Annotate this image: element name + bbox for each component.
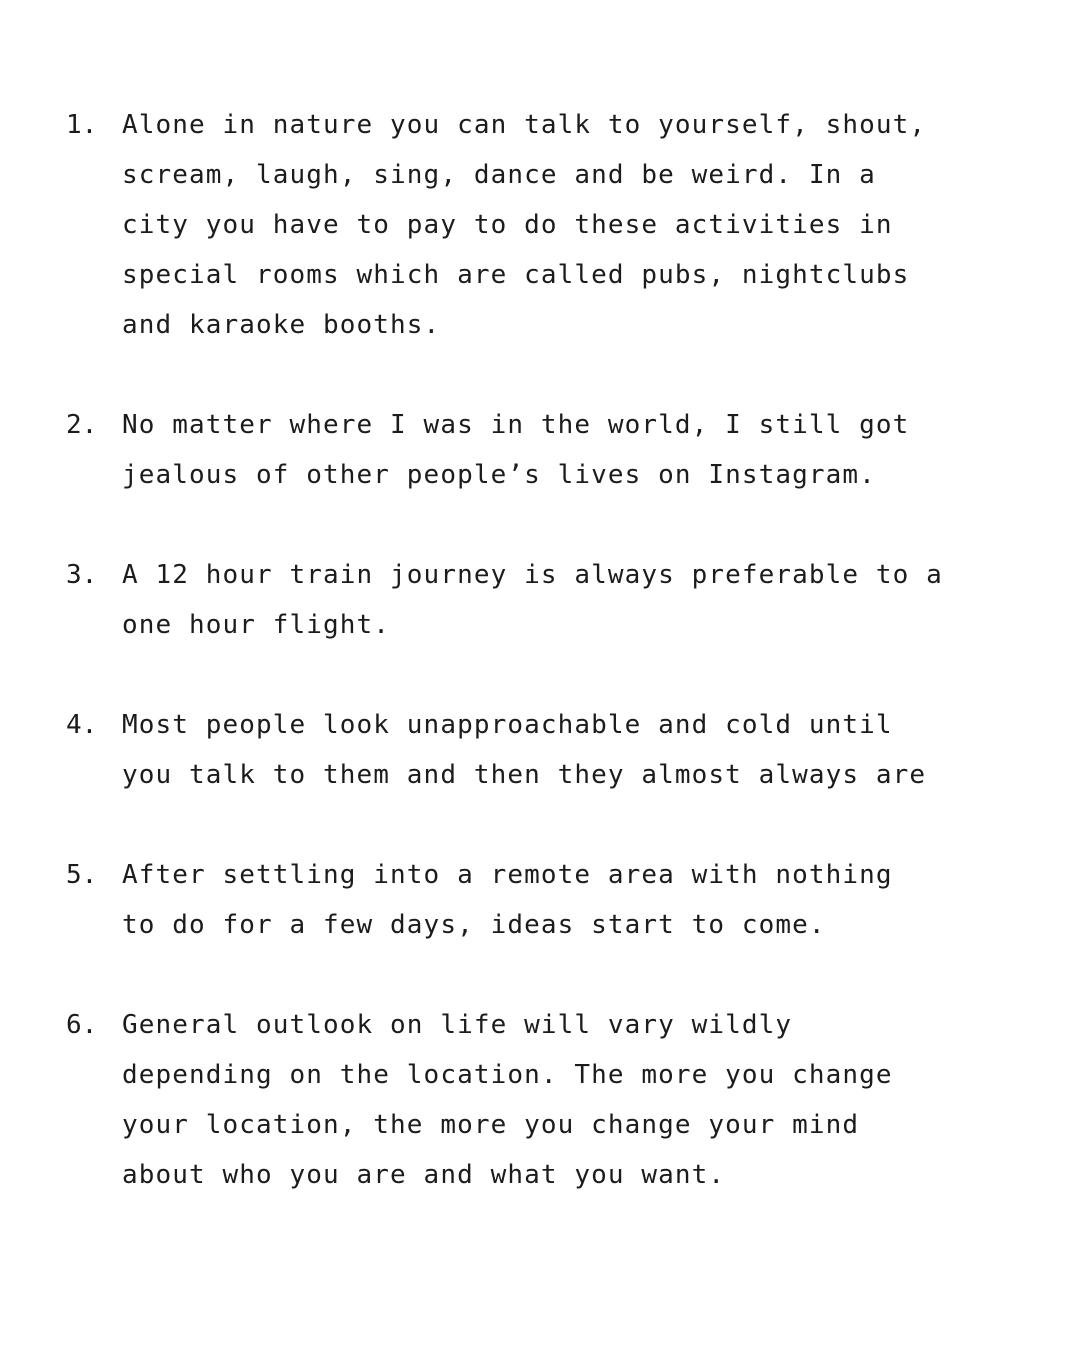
text-line: depending on the location. The more you change (122, 1060, 893, 1090)
text-line: General outlook on life will vary wildly (122, 1010, 793, 1040)
list-number: 3. (66, 560, 98, 590)
text-line: and karaoke booths. (122, 310, 441, 340)
text-line: No matter where I was in the world, I still got (122, 410, 910, 440)
list-item-1 (66, 100, 1066, 350)
text-line: you talk to them and then they almost always are (122, 760, 927, 790)
list-number: 6. (66, 1010, 98, 1040)
list-item-text (122, 700, 1066, 800)
list-item-text (122, 1000, 1066, 1200)
list-item-text (122, 550, 1066, 650)
text-line: scream, laugh, sing, dance and be weird. In a (122, 160, 876, 190)
list-item-3 (66, 550, 1066, 650)
text-line: jealous of other people’s lives on Instagram. (122, 460, 876, 490)
text-line: about who you are and what you want. (122, 1160, 726, 1190)
list-item-6 (66, 1000, 1066, 1200)
text-line: A 12 hour train journey is always preferable to a (122, 560, 943, 590)
list-item-2 (66, 400, 1066, 500)
text-line: special rooms which are called pubs, nightclubs (122, 260, 910, 290)
text-line: Most people look unapproachable and cold until (122, 710, 893, 740)
list-item-5 (66, 850, 1066, 950)
numbered-list (66, 100, 1066, 1250)
list-item-text (122, 100, 1066, 350)
text-line: After settling into a remote area with nothing (122, 860, 893, 890)
list-item-text (122, 850, 1066, 950)
list-number: 1. (66, 110, 98, 140)
list-number: 4. (66, 710, 98, 740)
text-line: to do for a few days, ideas start to come. (122, 910, 826, 940)
text-line: one hour flight. (122, 610, 391, 640)
list-item-text (122, 400, 1066, 500)
text-line: city you have to pay to do these activities in (122, 210, 893, 240)
text-line: your location, the more you change your mind (122, 1110, 860, 1140)
list-item-4 (66, 700, 1066, 800)
list-number: 5. (66, 860, 98, 890)
text-line: Alone in nature you can talk to yourself, shout, (122, 110, 927, 140)
list-number: 2. (66, 410, 98, 440)
